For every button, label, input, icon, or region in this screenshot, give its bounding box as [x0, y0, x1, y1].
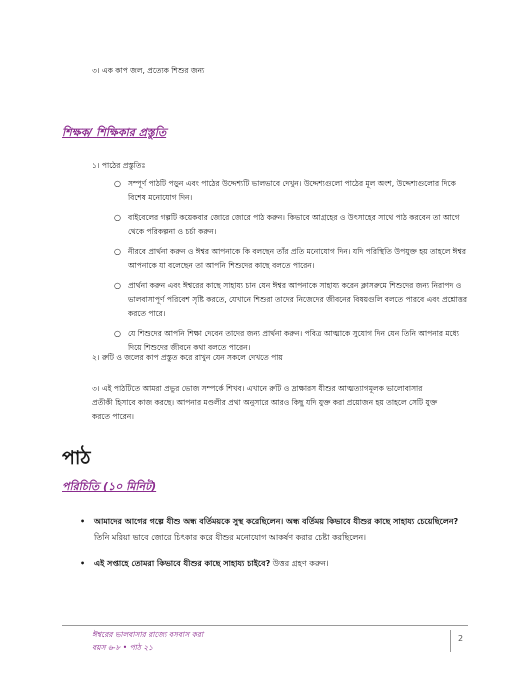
prep-bullet: ○ নীরবে প্রার্থনা করুন ও ঈশ্বর আপনাকে কি বলছেন তাঁর প্রতি মনোযোগ দিন। যদি পরিস্থিতি উপযুক্ত হয় তাহলে ঈশ্বর আপনাকে যা বলেছেন তা আপনি শিশুদের কাছে বলতে পারেন।	[114, 247, 466, 270]
intro-bullet	[80, 556, 460, 572]
prep-bullet: ○ বাইবেলের গল্পটি কয়েকবার জোরে জোরে পাঠ করুন। কিভাবে আগ্রহের ও উৎসাহের সাথে পাঠ করবেন তা আগে থেকে পরিকল্পনা ও চর্চা করুন।	[114, 213, 460, 236]
footer-divider	[62, 625, 468, 626]
page-number: 2	[458, 634, 464, 643]
circle-bullet-icon: ○	[114, 247, 121, 256]
intro-question: আমাদের আগের গল্পে যীশু অন্ধ বর্তিময়কে সুস্থ করেছিলেন। অন্ধ বর্তিময় কিভাবে যীশুর কাছে সাহায্য চেয়েছিলেন?	[94, 517, 459, 526]
circle-bullet-icon: ○	[114, 281, 121, 290]
circle-bullet-icon: ○	[114, 213, 121, 222]
top-item-water-cup: ৩। এক কাপ জল, প্রত্যেক শিশুর জন্য	[92, 66, 205, 75]
footer-separator	[450, 630, 451, 652]
intro-question: এই সপ্তাহে তোমরা কিভাবে যীশুর কাছে সাহায্য চাইবে?	[94, 559, 271, 568]
prep-bullet: ○ প্রার্থনা করুন এবং ঈশ্বরের কাছে সাহায্য চান যেন ঈশ্বর আপনাকে সাহায্য করেন ক্লাসরুমে শিশুদের জন্য নিরাপদ ও ভালবাসাপূর্ণ পরিবেশ সৃষ্টি করতে, যেখানে শিশুরা তাদের নিজেদের জীবনের বিষয়গুলি বলতে পারবে এবং প্রশ্নোত্তর করতে পারে।	[114, 281, 468, 318]
prep-bullet: ○ যে শিশুদের আপনি শিক্ষা দেবেন তাদের জন্য প্রার্থনা করুন। পবিত্র আত্মাকে সুযোগ দিন যেন তিনি আপনার মধ্যে দিয়ে শিশুদের জীবনে কথা বলতে পারেন।	[114, 329, 459, 352]
intro-bullet	[80, 514, 460, 546]
prep-bullet: ○ সম্পূর্ণ পাঠটি পড়ুন এবং পাঠের উদ্দেশ্যটি ভালভাবে দেখুন। উদ্দেশ্যগুলো পাঠের মূল অংশ, উদ্দেশ্যগুলোর দিকে বিশেষ মনোযোগ দিন।	[114, 179, 456, 202]
intro-answer: উত্তর গ্রহণ করুন।	[270, 559, 329, 568]
dot-bullet-icon: •	[80, 517, 86, 526]
footer-age-lesson: বয়স ৬-৮ • পাঠ ২১	[92, 643, 153, 652]
prep-item-lords-supper: ৩। এই পাঠটিতে আমরা প্রভুর ভোজ সম্পর্কে শিখব। এখানে রুটি ও দ্রাক্ষারস যীশুর আত্মত্যাগমূলক ভালোবাসার প্রতীকী হিসাবে কাজ করছে। আপনার মণ্ডলীর প্রথা অনুসারে আরও কিছু যদি যুক্ত করা প্রয়োজন হয় তাহলে সেটি যুক্ত করতে পারেন।	[92, 384, 438, 421]
dot-bullet-icon: •	[80, 559, 86, 568]
intro-bullet-list	[80, 514, 460, 582]
circle-bullet-icon: ○	[114, 179, 121, 188]
teacher-prep-heading: শিক্ষক/ শিক্ষিকার প্রস্তুতি	[62, 126, 167, 139]
lesson-title: পাঠ	[62, 447, 91, 469]
intro-heading: পরিচিতি (১০ মিনিট)	[62, 480, 157, 493]
lesson-prep-label: ১। পাঠের প্রস্তুতিঃ	[92, 161, 146, 170]
prep-bullet-list	[114, 177, 474, 361]
footer-title	[92, 628, 203, 654]
intro-answer: তিনি মরিয়া ভাবে জোরে চিৎকার করে যীশুর মনোযোগ আকর্ষণ করার চেষ্টা করছিলেন।	[94, 533, 367, 542]
prep-item-bread-water: ২। রুটি ও জলের কাপ প্রস্তুত করে রাখুন যেন সকলে দেখতে পায়	[92, 353, 283, 362]
footer-book-title: ঈশ্বরের ভালবাসার রাজ্যে বসবাস করা	[92, 630, 204, 639]
circle-bullet-icon: ○	[114, 329, 121, 338]
